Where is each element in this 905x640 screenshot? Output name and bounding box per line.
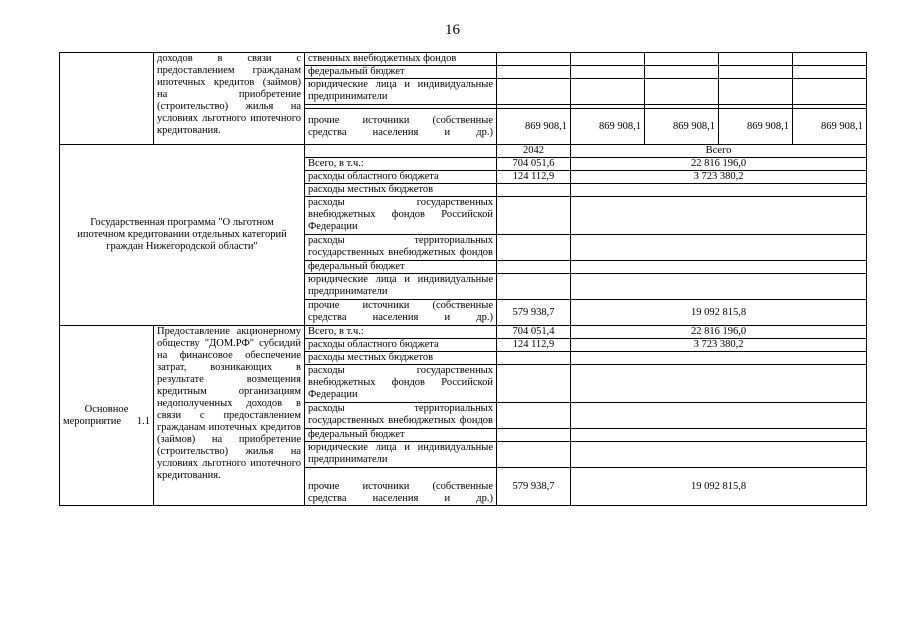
- total-value: [571, 235, 867, 261]
- year-value: [497, 429, 571, 442]
- value-cell: [645, 79, 719, 105]
- value-cell: [645, 66, 719, 79]
- table-row: [60, 326, 867, 339]
- table-row: [60, 53, 867, 66]
- row-label: расходы государственных внебюджетных фондов Российской Федерации: [305, 197, 497, 235]
- row-label: прочие источники (собственные средства населения и др.): [305, 300, 497, 326]
- total-value: [571, 197, 867, 235]
- row-label: Всего, в т.ч.:: [305, 158, 497, 171]
- year-value: [497, 365, 571, 403]
- value-cell: [793, 53, 867, 66]
- row-label: расходы местных бюджетов: [305, 184, 497, 197]
- value-cell: 869 908,1: [571, 109, 645, 145]
- value-cell: [719, 79, 793, 105]
- value-cell: 869 908,1: [719, 109, 793, 145]
- total-value: [571, 442, 867, 468]
- value-cell: 869 908,1: [497, 109, 571, 145]
- value-cell: 869 908,1: [645, 109, 719, 145]
- total-value: 3 723 380,2: [571, 171, 867, 184]
- row-label: ственных внебюджетных фондов: [305, 53, 497, 66]
- measure-description: Предоставление акционерному обществу "ДОМ.РФ" субсидий на финансовое обеспечение затрат, возникающих в результате возмещения кредитным организациям недополученных доходов в связи с предоставлением гражданам ипотечных кредитов (займов) на приобретение (строительство) жилья на условиях льготного ипотечного кредитования.: [154, 326, 305, 506]
- value-cell: [645, 53, 719, 66]
- value-cell: [793, 79, 867, 105]
- year-value: [497, 403, 571, 429]
- year-value: 124 112,9: [497, 171, 571, 184]
- year-value: 704 051,4: [497, 326, 571, 339]
- year-value: 579 938,7: [497, 468, 571, 506]
- year-value: [497, 442, 571, 468]
- value-cell: [793, 66, 867, 79]
- year-value: [497, 197, 571, 235]
- row-label: юридические лица и индивидуальные предприниматели: [305, 79, 497, 105]
- row-label: Всего, в т.ч.:: [305, 326, 497, 339]
- total-value: 19 092 815,8: [571, 300, 867, 326]
- total-value: [571, 352, 867, 365]
- total-value: [571, 184, 867, 197]
- total-value: [571, 429, 867, 442]
- value-cell: [497, 66, 571, 79]
- row-label: прочие источники (собственные средства населения и др.): [305, 468, 497, 506]
- total-value: 19 092 815,8: [571, 468, 867, 506]
- year-value: [497, 184, 571, 197]
- total-value: [571, 274, 867, 300]
- row-label: прочие источники (собственные средства населения и др.): [305, 109, 497, 145]
- value-cell: 869 908,1: [793, 109, 867, 145]
- row-label: юридические лица и индивидуальные предприниматели: [305, 274, 497, 300]
- blank-cell: [60, 53, 154, 145]
- total-value: [571, 365, 867, 403]
- row-label: расходы территориальных государственных внебюджетных фондов: [305, 403, 497, 429]
- measure-title: Основное мероприятие 1.1: [60, 326, 154, 506]
- value-cell: [497, 53, 571, 66]
- row-label: расходы областного бюджета: [305, 171, 497, 184]
- table-row: [60, 145, 867, 158]
- row-label: расходы государственных внебюджетных фондов Российской Федерации: [305, 365, 497, 403]
- row-label: расходы местных бюджетов: [305, 352, 497, 365]
- total-header: Всего: [571, 145, 867, 158]
- value-cell: [571, 53, 645, 66]
- row-label: федеральный бюджет: [305, 261, 497, 274]
- year-header: 2042: [497, 145, 571, 158]
- value-cell: [571, 66, 645, 79]
- program-title: Государственная программа "О льготном ипотечном кредитовании отдельных категорий граждан Нижегородской области": [60, 145, 305, 326]
- year-value: 124 112,9: [497, 339, 571, 352]
- budget-table: [59, 52, 867, 506]
- year-value: [497, 274, 571, 300]
- top-description: доходов в связи с предоставлением гражданам ипотечных кредитов (займов) на приобретение (строительство) жилья на условиях льготного ипотечного кредитования.: [154, 53, 305, 145]
- row-label: федеральный бюджет: [305, 429, 497, 442]
- total-value: 22 816 196,0: [571, 326, 867, 339]
- row-label: юридические лица и индивидуальные предприниматели: [305, 442, 497, 468]
- value-cell: [571, 79, 645, 105]
- total-value: 22 816 196,0: [571, 158, 867, 171]
- page-number: 16: [445, 22, 460, 38]
- year-value: 579 938,7: [497, 300, 571, 326]
- row-label: расходы территориальных государственных внебюджетных фондов: [305, 235, 497, 261]
- blank-cell: [305, 145, 497, 158]
- total-value: [571, 403, 867, 429]
- total-value: 3 723 380,2: [571, 339, 867, 352]
- row-label: расходы областного бюджета: [305, 339, 497, 352]
- total-value: [571, 261, 867, 274]
- value-cell: [719, 66, 793, 79]
- year-value: [497, 261, 571, 274]
- value-cell: [497, 79, 571, 105]
- value-cell: [719, 53, 793, 66]
- year-value: [497, 352, 571, 365]
- year-value: 704 051,6: [497, 158, 571, 171]
- row-label: федеральный бюджет: [305, 66, 497, 79]
- year-value: [497, 235, 571, 261]
